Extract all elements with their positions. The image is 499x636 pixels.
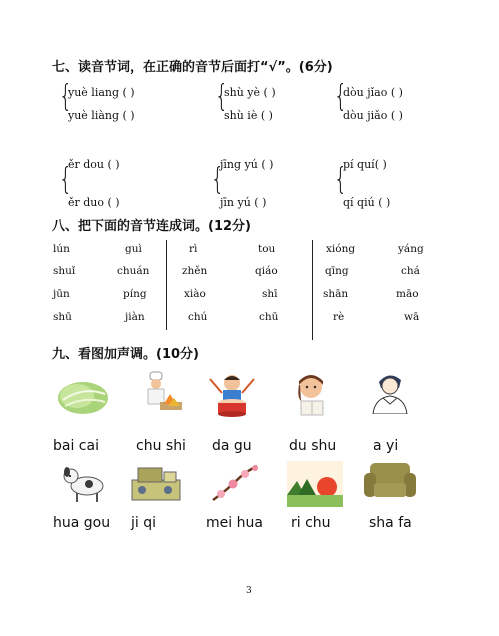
syllable[interactable]: yáng: [398, 243, 424, 255]
syllable[interactable]: xiào: [184, 288, 206, 300]
pinyin-word: chu shi: [136, 438, 186, 454]
pinyin-word: hua gou: [53, 515, 111, 531]
cabbage-picture: [55, 372, 111, 418]
brace-4: {: [58, 162, 73, 197]
reading-girl-picture: [285, 371, 341, 417]
syllable[interactable]: lún: [53, 243, 70, 255]
syllable[interactable]: tou: [258, 243, 276, 255]
syllable[interactable]: zhěn: [182, 265, 208, 277]
section7-title: 七、读音节词，在正确的音节后面打“√”。(6分): [52, 60, 333, 75]
brace-5: {: [210, 162, 225, 197]
opt-4b[interactable]: ěr duo ( ): [68, 196, 120, 209]
chef-picture: [130, 370, 186, 416]
syllable[interactable]: chú: [188, 311, 208, 323]
opt-5a[interactable]: jīng yú ( ): [220, 158, 274, 171]
syllable[interactable]: qiáo: [255, 265, 278, 277]
opt-6a[interactable]: pí quí( ): [343, 158, 387, 171]
syllable[interactable]: píng: [123, 288, 147, 300]
syllable[interactable]: guì: [125, 243, 142, 255]
divider-2: [312, 240, 313, 340]
brace-6: {: [333, 162, 348, 197]
opt-4a[interactable]: ěr dou ( ): [68, 158, 120, 171]
syllable[interactable]: xióng: [326, 243, 356, 255]
aunt-picture: [363, 368, 419, 414]
dog-picture: [57, 460, 113, 506]
pinyin-word: bai cai: [53, 438, 99, 454]
pinyin-word: ri chu: [291, 515, 331, 531]
brace-2: {: [214, 79, 229, 114]
syllable[interactable]: shī: [262, 288, 278, 300]
pinyin-word: a yi: [373, 438, 399, 454]
brace-3: {: [333, 79, 348, 114]
syllable[interactable]: rè: [333, 311, 345, 323]
sofa-picture: [362, 459, 418, 505]
opt-3a[interactable]: dòu jǐao ( ): [343, 86, 403, 99]
opt-5b[interactable]: jīn yú ( ): [220, 196, 267, 209]
drum-boy-picture: [204, 371, 260, 417]
pinyin-word: sha fa: [369, 515, 412, 531]
opt-1a[interactable]: yuè liang ( ): [68, 86, 135, 99]
syllable[interactable]: chuán: [117, 265, 150, 277]
syllable[interactable]: jūn: [53, 288, 70, 300]
plum-blossom-picture: [207, 460, 263, 506]
brace-1: {: [58, 79, 73, 114]
syllable[interactable]: shū: [53, 311, 72, 323]
pinyin-word: ji qi: [131, 515, 157, 531]
syllable[interactable]: māo: [396, 288, 419, 300]
machine-picture: [128, 460, 184, 506]
opt-1b[interactable]: yuè liàng ( ): [68, 109, 135, 122]
syllable[interactable]: rì: [189, 243, 198, 255]
syllable[interactable]: chū: [259, 311, 279, 323]
syllable[interactable]: wā: [404, 311, 420, 323]
pinyin-word: du shu: [289, 438, 337, 454]
opt-2b[interactable]: shù iè ( ): [224, 109, 273, 122]
opt-2a[interactable]: shù yè ( ): [224, 86, 276, 99]
pinyin-word: da gu: [212, 438, 252, 454]
syllable[interactable]: shuǐ: [53, 265, 76, 277]
sunrise-picture: [287, 461, 343, 507]
syllable[interactable]: shān: [323, 288, 349, 300]
section9-title: 九、看图加声调。(10分): [52, 347, 199, 362]
opt-3b[interactable]: dòu jiǎo ( ): [343, 109, 403, 122]
syllable[interactable]: jiàn: [125, 311, 145, 323]
syllable[interactable]: chá: [401, 265, 420, 277]
pinyin-word: mei hua: [206, 515, 263, 531]
syllable[interactable]: qīng: [325, 265, 349, 277]
page-number: 3: [246, 586, 252, 596]
section8-title: 八、把下面的音节连成词。(12分): [52, 219, 251, 234]
divider-1: [166, 240, 167, 330]
opt-6b[interactable]: qí qiú ( ): [343, 196, 391, 209]
